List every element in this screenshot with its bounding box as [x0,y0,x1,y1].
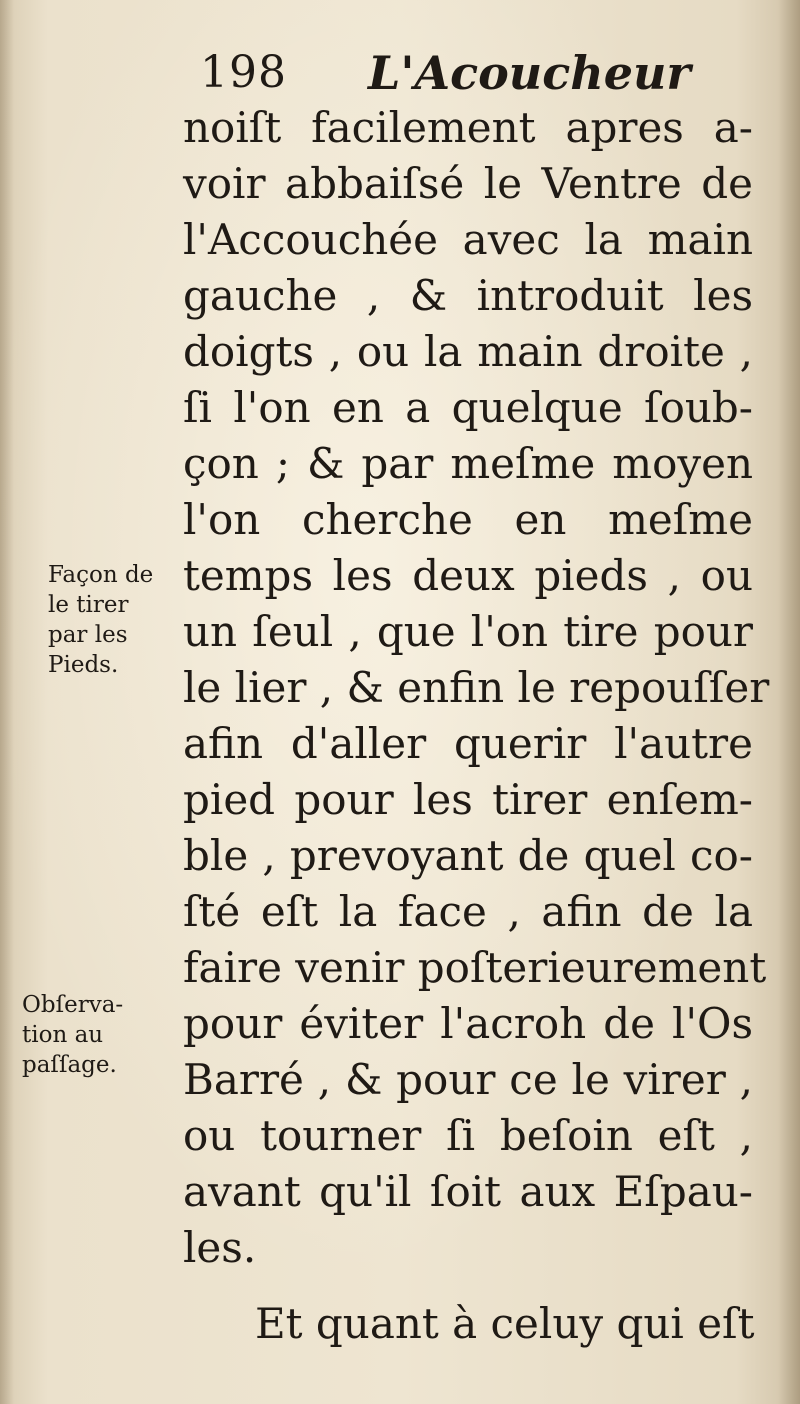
text-line: faire venir poſterieurement [183,943,767,992]
text-line: pied pour les tirer enſem- [183,775,753,824]
text-line: noiſt facilement apres a- [183,103,753,152]
text-line: ble , prevoyant de quel co- [183,831,753,880]
margin-note-line: Façon de [48,562,154,588]
page-header [200,38,691,108]
text-line: doigts , ou la main droite , [183,327,753,376]
margin-note-line: par les [48,622,128,648]
text-line: gauche , & introduit les [183,271,753,320]
text-line: pour éviter l'acroh de l'Os [183,999,753,1048]
margin-note-observation [22,990,162,1080]
margin-note-line: Obſerva- [22,992,124,1018]
running-title: L'Acoucheur [368,46,691,100]
text-line: afin d'aller querir l'autre [183,719,753,768]
text-line: voir abbaiſsé le Ventre de [183,159,753,208]
text-line: un ſeul , que l'on tire pour [183,607,753,656]
page-number: 198 [200,47,287,98]
text-line: avant qu'il ſoit aux Eſpau- [183,1167,753,1216]
text-line: l'on cherche en meſme [183,495,753,544]
binding-shadow [0,0,14,1404]
margin-note-pieds [48,560,188,680]
margin-note-line: tion au [22,1022,104,1048]
margin-note-line: Pieds. [48,652,119,678]
text-line: ſi l'on en a quelque ſoub- [183,383,753,432]
text-line: ou tourner ſi beſoin eſt , [183,1111,753,1160]
text-line: les. [183,1223,257,1272]
page-edge-shadow [778,0,800,1404]
paragraph-first-line: Et quant à celuy qui eſt [255,1299,755,1348]
margin-note-line: paſſage. [22,1052,117,1078]
text-line: temps les deux pieds , ou [183,551,753,600]
text-line: le lier , & enfin le repouſſer [183,663,770,712]
text-line: ſté eſt la face , afin de la [183,887,753,936]
text-line: Barré , & pour ce le virer , [183,1055,753,1104]
text-line: çon ; & par meſme moyen [183,439,753,488]
text-line: l'Accouchée avec la main [183,215,753,264]
margin-note-line: le tirer [48,592,129,618]
